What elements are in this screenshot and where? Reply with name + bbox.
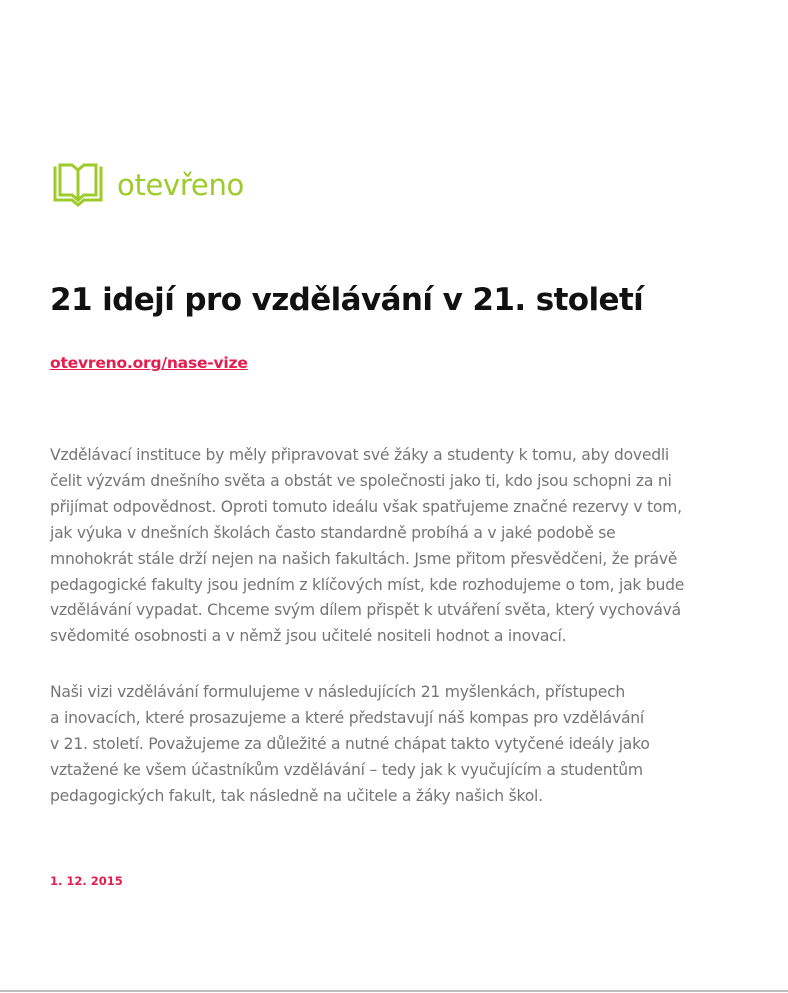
paragraph-line: jak výuka v dnešních školách často standardně probíhá a v jaké podobě se xyxy=(50,523,616,542)
paragraph-line: v 21. století. Považujeme za důležité a nutné chápat takto vytyčené ideály jako xyxy=(50,734,650,753)
paragraph-line: mnohokrát stále drží nejen na našich fakultách. Jsme přitom přesvědčeni, že právě xyxy=(50,549,678,568)
paragraph-line: vzdělávání vypadat. Chceme svým dílem přispět k utváření světa, který vychovává xyxy=(50,601,681,620)
vision-link[interactable]: otevreno.org/nase-vize xyxy=(50,354,248,372)
paragraph-line: pedagogické fakulty jsou jedním z klíčových míst, kde rozhodujeme o tom, jak bude xyxy=(50,575,685,594)
paragraph-line: svědomité osobnosti a v němž jsou učitelé nositeli hodnot a inovací. xyxy=(50,627,567,646)
paragraph-line: čelit výzvám dnešního světa a obstát ve společnosti jako ti, kdo jsou schopni za ni xyxy=(50,471,672,490)
vision-paragraph xyxy=(50,680,750,810)
paragraph-line: Vzdělávací instituce by měly připravovat své žáky a studenty k tomu, aby dovedli xyxy=(50,446,670,464)
publish-date: 1. 12. 2015 xyxy=(50,874,123,888)
page-title: 21 idejí pro vzdělávání v 21. století xyxy=(50,282,644,318)
brand-logo[interactable] xyxy=(51,162,244,208)
paragraph-line: vztažené ke všem účastníkům vzdělávání – tedy jak k vyučujícím a studentům xyxy=(50,760,643,779)
paragraph-line: Naši vizi vzdělávání formulujeme v následujících 21 myšlenkách, přístupech xyxy=(50,683,626,701)
paragraph-line: přijímat odpovědnost. Oproti tomuto ideálu však spatřujeme značné rezervy v tom, xyxy=(50,497,682,516)
page-bottom-divider xyxy=(0,990,788,992)
open-book-icon xyxy=(51,162,105,208)
paragraph-line: a inovacích, které prosazujeme a které představují náš kompas pro vzdělávání xyxy=(50,708,644,727)
paragraph-line: pedagogických fakult, tak následně na učitele a žáky našich škol. xyxy=(50,786,543,805)
brand-name: otevřeno xyxy=(117,167,244,202)
intro-paragraph xyxy=(50,443,750,650)
